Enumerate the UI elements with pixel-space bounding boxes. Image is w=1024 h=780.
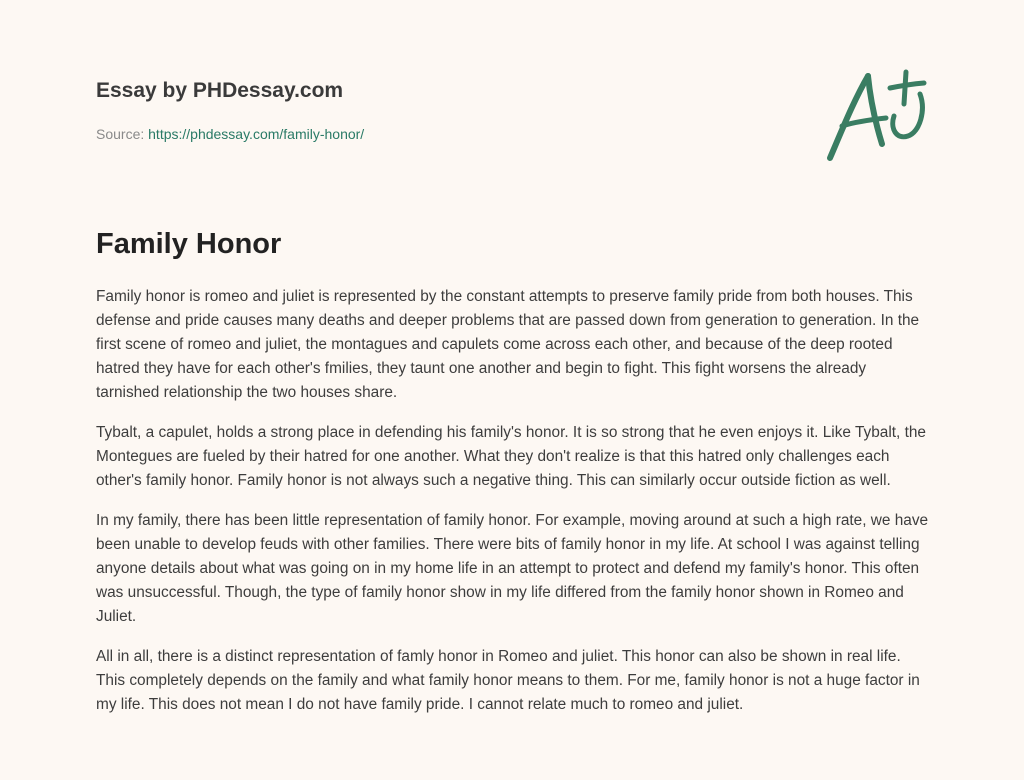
essay-title: Family Honor (96, 228, 282, 260)
a-plus-grade-logo-icon (824, 66, 934, 166)
essay-paragraph: In my family, there has been little representation of family honor. For example, moving around at such a high rate, we have been unable to develop feuds with other families. There were bits of family honor in my life. At school I was against telling anyone details about what was going on in my home life in an attempt to protect and defend my family's honor. This often was unsuccessful. Though, the type of family honor show in my life differed from the family honor shown in Romeo and Juliet. (96, 512, 929, 625)
essay-paragraph: Tybalt, a capulet, holds a strong place in defending his family's honor. It is so strong that he even enjoys it. Like Tybalt, the Montegues are fueled by their hatred for one another. What they don't realize is that this hatred only challenges each other's family honor. Family honor is not always such a negative thing. This can similarly occur outside fiction as well. (96, 424, 926, 489)
source-label: Source: (96, 126, 145, 142)
source-link[interactable]: https://phdessay.com/family-honor/ (148, 126, 365, 142)
page-header (96, 78, 932, 142)
source-line (96, 125, 364, 143)
essay-body (96, 285, 932, 733)
essay-paragraph: All in all, there is a distinct representation of famly honor in Romeo and juliet. This honor can also be shown in real life. This completely depends on the family and what family honor means to them. For me, family honor is not a huge factor in my life. This does not mean I do not have family pride. I cannot relate much to romeo and juliet. (96, 648, 920, 713)
brand-title: Essay by PHDessay.com (96, 79, 344, 102)
essay-paragraph: Family honor is romeo and juliet is represented by the constant attempts to preserve family pride from both houses. This defense and pride causes many deaths and deeper problems that are passed down from generation to generation. In the first scene of romeo and juliet, the montagues and capulets come across each other, and because of the deep rooted hatred they have for each other's fmilies, they taunt one another and begin to fight. This fight worsens the already tarnished relationship the two houses share. (96, 288, 920, 401)
